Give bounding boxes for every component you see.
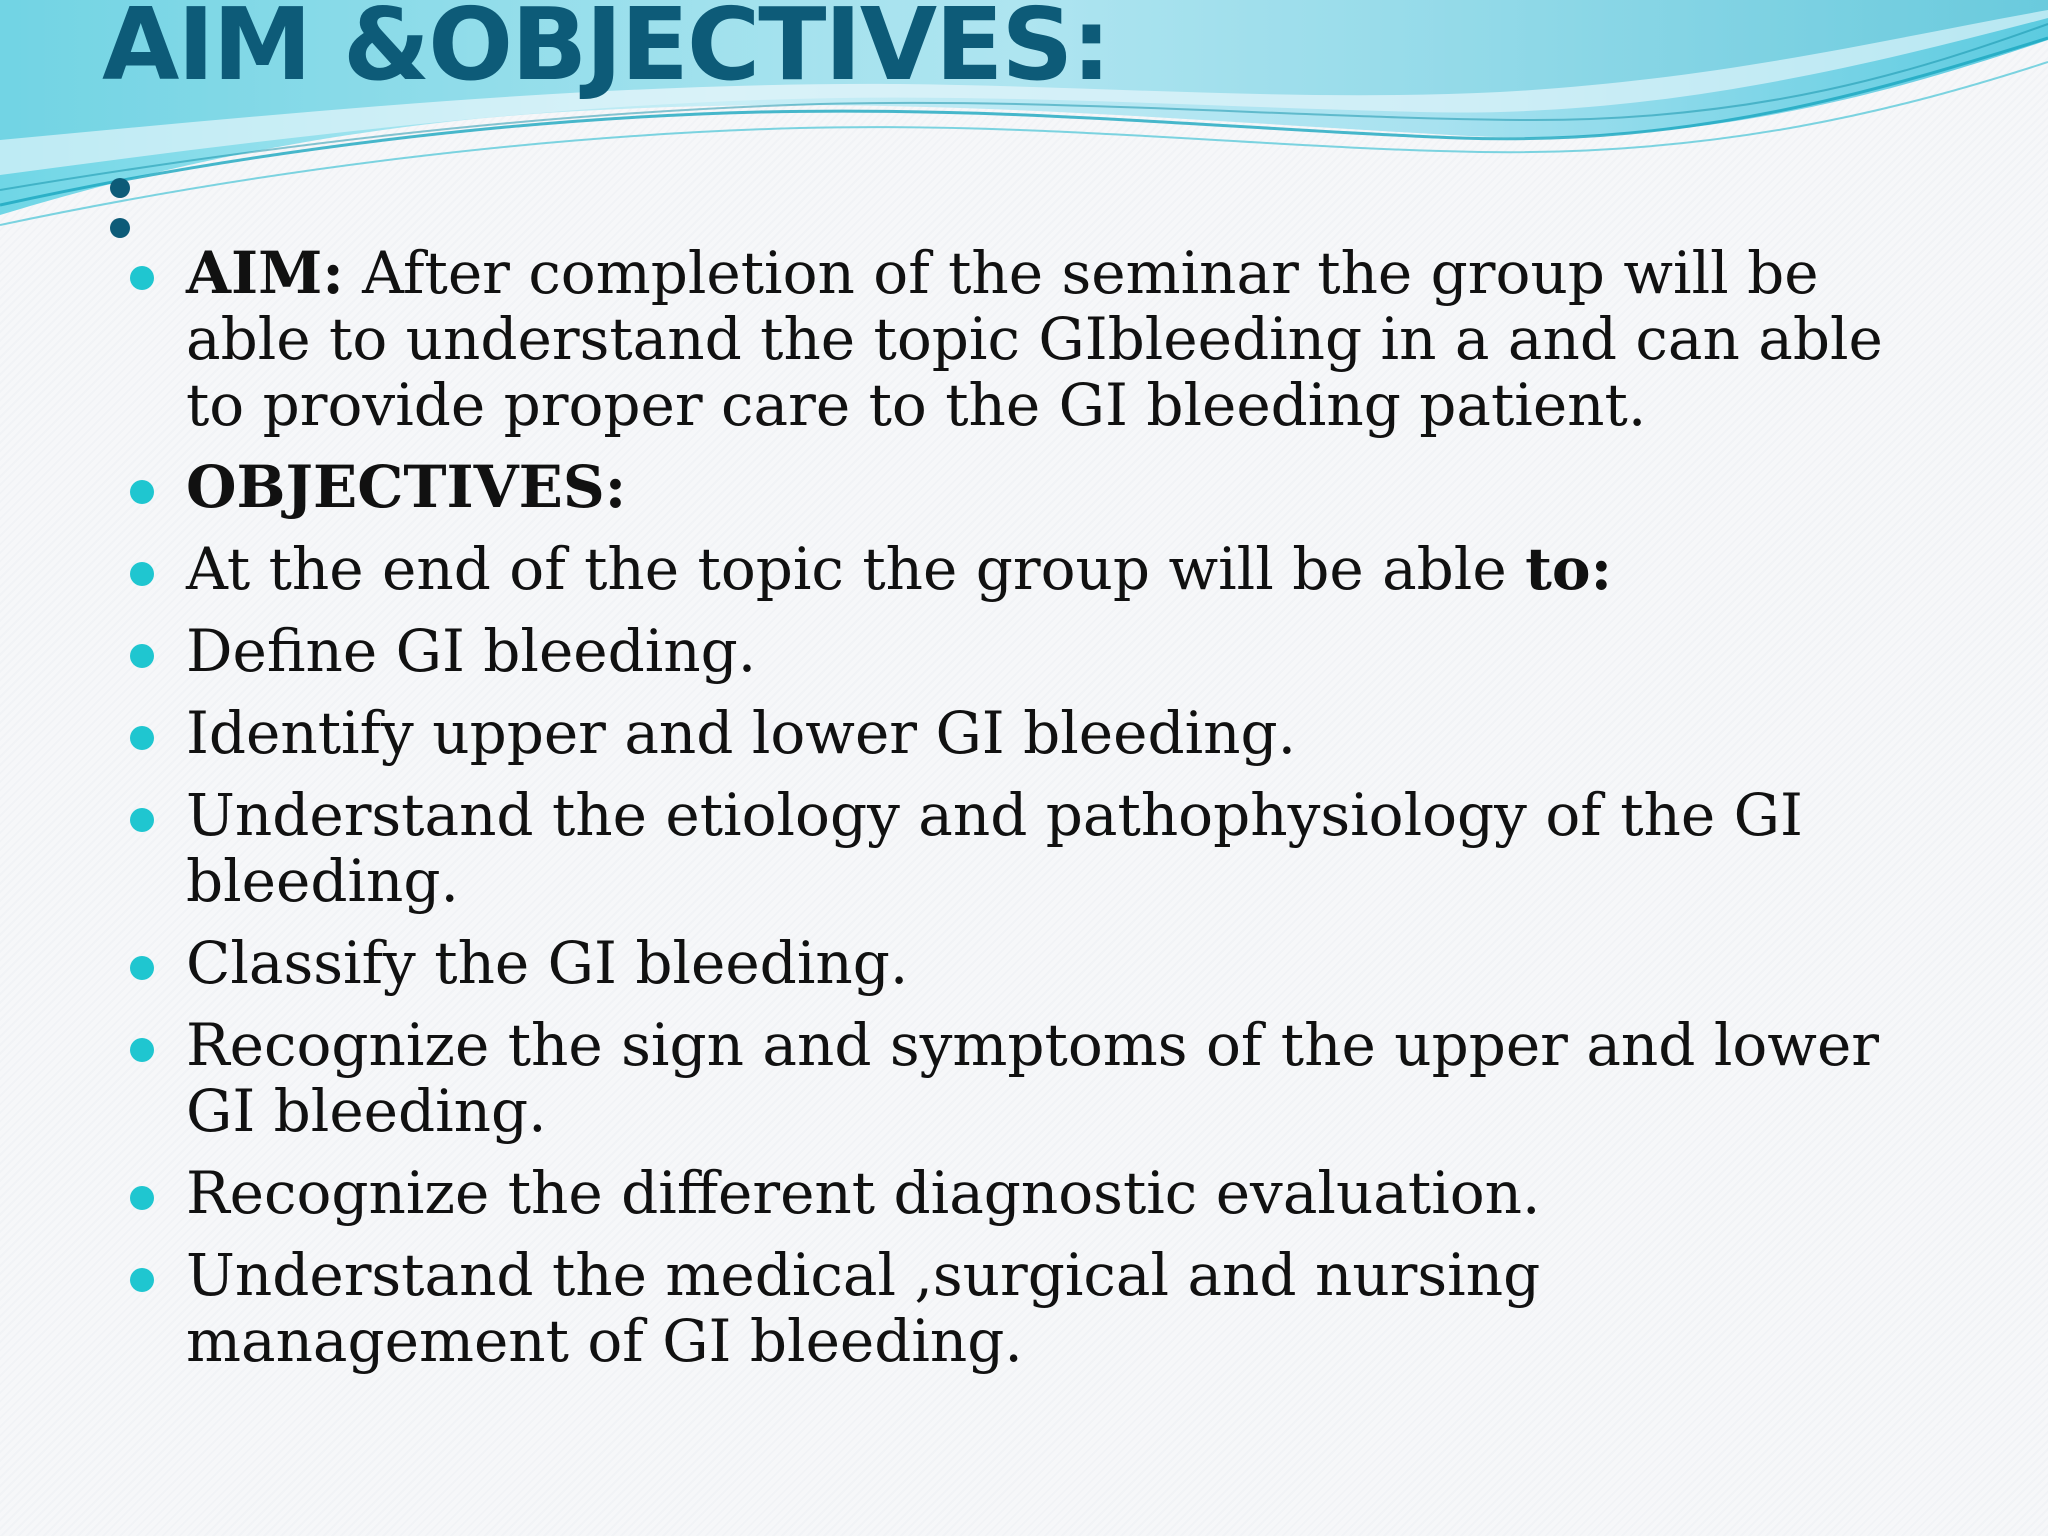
objective-text: Understand the medical ,surgical and nursing management of GI bleeding.	[186, 1241, 1541, 1375]
objectives-label: OBJECTIVES:	[186, 453, 627, 521]
bullet-dot-icon	[130, 1186, 154, 1210]
bullet-dot-icon	[130, 480, 154, 504]
bullet-dot-icon	[130, 266, 154, 290]
bullet-objective-etiology	[186, 782, 1886, 914]
bullet-objective-identify	[186, 700, 1886, 766]
objective-text: Recognize the different diagnostic evaluation.	[186, 1159, 1541, 1227]
bullet-objectives-intro	[186, 536, 1886, 602]
objective-text: Define GI bleeding.	[186, 617, 757, 685]
objective-text: Classify the GI bleeding.	[186, 929, 909, 997]
objective-text: Recognize the sign and symptoms of the upper and lower GI bleeding.	[186, 1011, 1879, 1145]
bullet-objective-signs	[186, 1012, 1886, 1144]
bullet-dot-icon	[130, 1268, 154, 1292]
bullet-aim	[186, 240, 1886, 438]
title-colon-mark	[110, 168, 136, 244]
aim-text: After completion of the seminar the group will be able to understand the topic GIbleeding in a and can able to provide proper care to the GI bleeding patient.	[186, 239, 1883, 439]
bullet-dot-icon	[130, 808, 154, 832]
slide-title: AIM &OBJECTIVES:	[102, 0, 1110, 103]
bullet-objective-management	[186, 1242, 1886, 1374]
objectives-intro-bold: to:	[1525, 535, 1612, 603]
bullet-list	[186, 240, 1886, 1390]
aim-label: AIM:	[186, 239, 344, 307]
bullet-dot-icon	[130, 956, 154, 980]
bullet-dot-icon	[130, 644, 154, 668]
objective-text: Understand the etiology and pathophysiology of the GI bleeding.	[186, 781, 1803, 915]
bullet-objective-diagnostic	[186, 1160, 1886, 1226]
objective-text: Identify upper and lower GI bleeding.	[186, 699, 1297, 767]
bullet-objectives-heading	[186, 454, 1886, 520]
objectives-intro-text: At the end of the topic the group will be able	[186, 535, 1526, 603]
bullet-dot-icon	[130, 726, 154, 750]
bullet-dot-icon	[130, 562, 154, 586]
bullet-dot-icon	[130, 1038, 154, 1062]
bullet-objective-define	[186, 618, 1886, 684]
bullet-objective-classify	[186, 930, 1886, 996]
